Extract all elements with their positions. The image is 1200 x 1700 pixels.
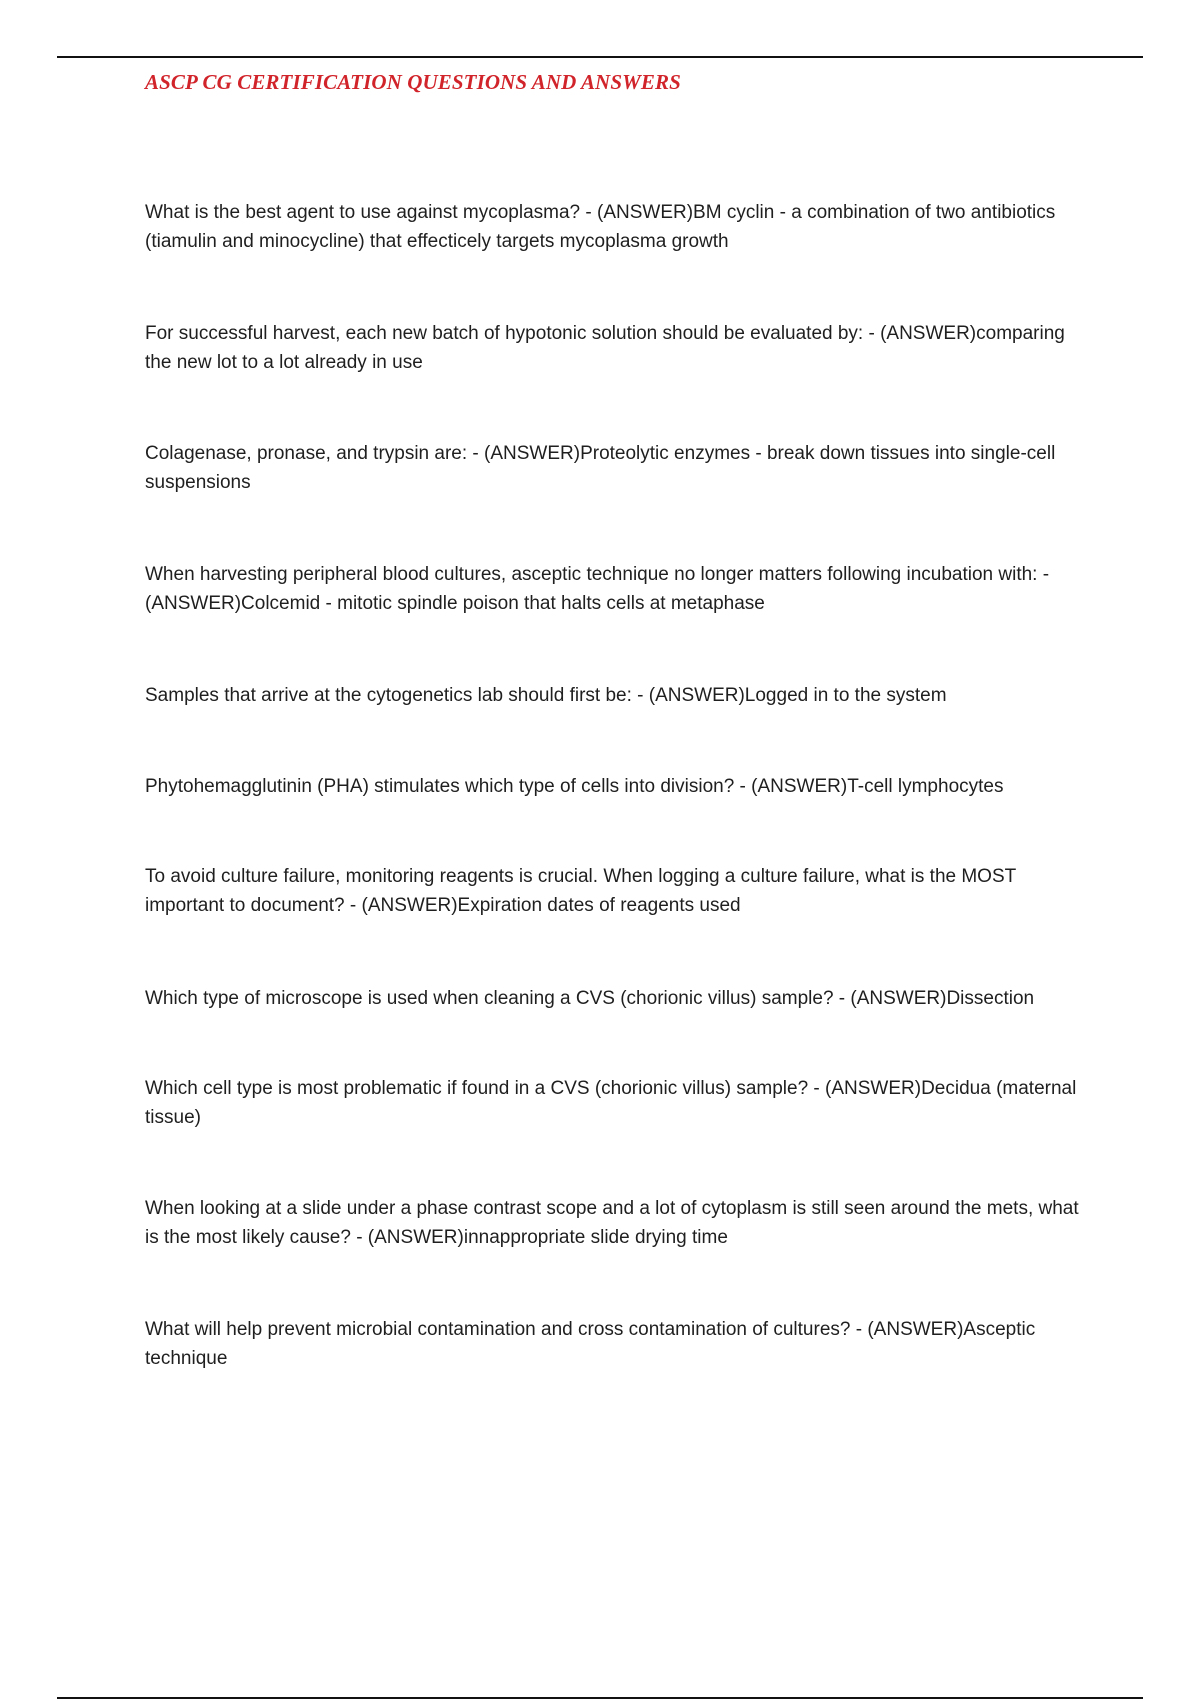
footer-rule [57,1697,1143,1699]
qa-item: Which cell type is most problematic if found in a CVS (chorionic villus) sample? - (ANSWER)Decidua (maternal tissue) [145,1078,1077,1128]
document-title: ASCP CG CERTIFICATION QUESTIONS AND ANSWERS [145,70,681,94]
qa-item: Phytohemagglutinin (PHA) stimulates which type of cells into division? - (ANSWER)T-cell lymphocytes [145,776,1004,797]
qa-item: When harvesting peripheral blood cultures, asceptic technique no longer matters following incubation with: - (ANSWER)Colcemid - mitotic spindle poison that halts cells at metaphase [145,564,1050,614]
qa-item: What is the best agent to use against mycoplasma? - (ANSWER)BM cyclin - a combination of two antibiotics (tiamulin and minocycline) that effecticely targets mycoplasma growth [145,202,1056,252]
header-rule [57,56,1143,58]
qa-item: To avoid culture failure, monitoring reagents is crucial. When logging a culture failure, what is the MOST important to document? - (ANSWER)Expiration dates of reagents used [145,866,1016,916]
qa-item: When looking at a slide under a phase contrast scope and a lot of cytoplasm is still seen around the mets, what is the most likely cause? - (ANSWER)innappropriate slide drying time [145,1198,1079,1248]
qa-item: Samples that arrive at the cytogenetics lab should first be: - (ANSWER)Logged in to the system [145,685,947,706]
qa-item: What will help prevent microbial contamination and cross contamination of cultures? - (ANSWER)Asceptic technique [145,1319,1036,1369]
qa-item: Colagenase, pronase, and trypsin are: - (ANSWER)Proteolytic enzymes - break down tissues into single-cell suspensions [145,443,1056,493]
qa-item: Which type of microscope is used when cleaning a CVS (chorionic villus) sample? - (ANSWER)Dissection [145,988,1035,1009]
qa-item: For successful harvest, each new batch of hypotonic solution should be evaluated by: - (ANSWER)comparing the new lot to a lot already in use [145,323,1065,373]
